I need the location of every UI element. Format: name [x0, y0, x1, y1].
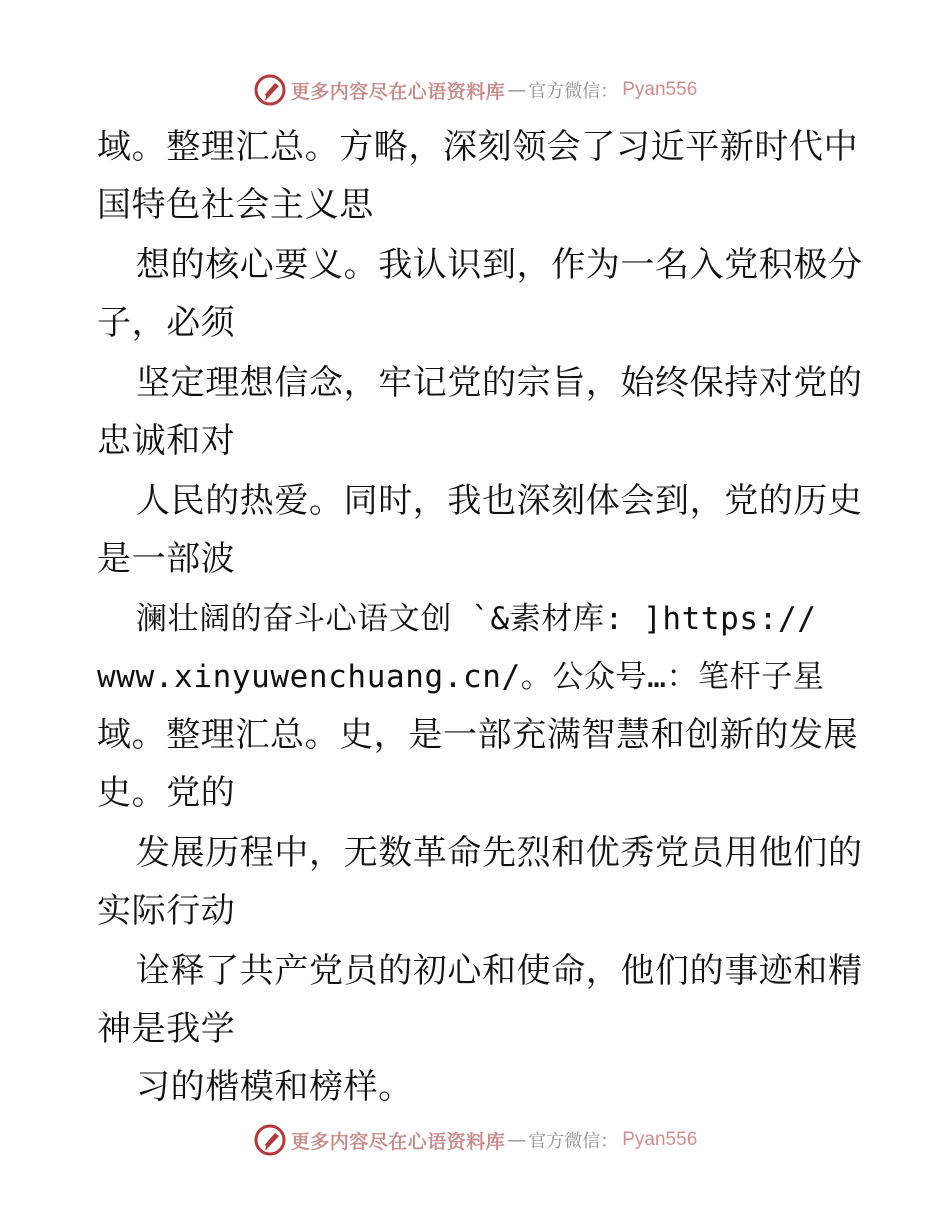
- footer-handle: Pyan556: [622, 1129, 698, 1150]
- text-line: 人民的热爱。同时，我也深刻体会到，党的历史: [136, 481, 863, 521]
- footer-contact: 官方微信：: [528, 1131, 619, 1152]
- header-dash: —: [507, 79, 527, 101]
- header-contact: 官方微信：: [528, 81, 619, 102]
- pen-logo-icon: [253, 73, 287, 107]
- text-line: 坚定理想信念，牢记党的宗旨，始终保持对党的: [136, 363, 863, 403]
- footer-dash: —: [507, 1129, 527, 1151]
- text-line: 域。整理汇总。方略，深刻领会了习近平新时代中: [97, 127, 859, 167]
- text-line: 子，必须: [97, 303, 236, 343]
- header-brand: 更多内容尽在心语资料库: [290, 80, 506, 103]
- footer-brand: 更多内容尽在心语资料库: [290, 1130, 506, 1153]
- text-line: 想的核心要义。我认识到，作为一名入党积极分: [136, 245, 863, 285]
- text-line: www.xinyuwenchuang.cn/。公众号…：笔杆子星: [97, 659, 825, 695]
- text-line: 史。党的: [97, 773, 236, 813]
- text-line: 实际行动: [97, 891, 236, 931]
- text-line: 忠诚和对: [97, 421, 236, 461]
- text-line: 是一部波: [97, 539, 236, 579]
- text-line: 诠释了共产党员的初心和使命，他们的事迹和精: [136, 951, 863, 991]
- header-handle: Pyan556: [622, 79, 698, 100]
- footer-banner: [0, 1120, 950, 1160]
- text-line: 习的楷模和榜样。: [136, 1067, 413, 1107]
- text-line: 神是我学: [97, 1009, 236, 1049]
- pen-logo-icon: [253, 1123, 287, 1157]
- text-line: 国特色社会主义思: [97, 185, 374, 225]
- text-line: 澜壮阔的奋斗心语文创 `&素材库: ]https://: [136, 601, 817, 637]
- header-banner: [0, 70, 950, 110]
- text-line: 发展历程中，无数革命先烈和优秀党员用他们的: [136, 833, 863, 873]
- text-line: 域。整理汇总。史，是一部充满智慧和创新的发展: [97, 715, 859, 755]
